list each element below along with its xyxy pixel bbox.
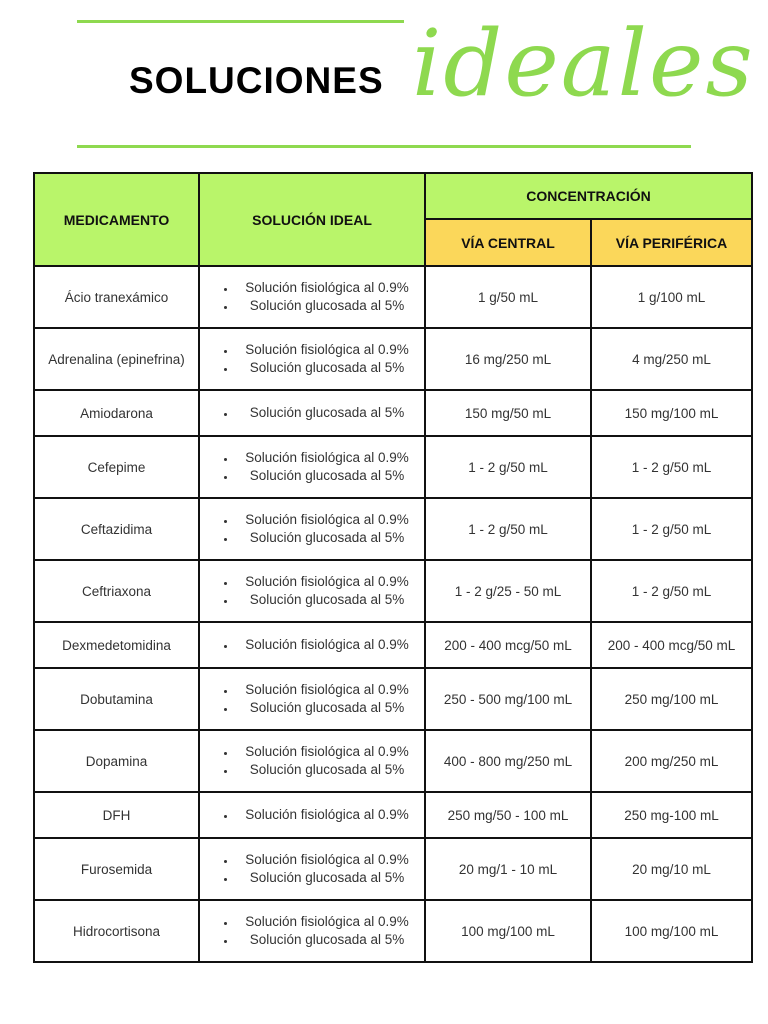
peripheral-concentration-cell: 1 - 2 g/50 mL (591, 498, 752, 560)
central-concentration-cell: 1 - 2 g/25 - 50 mL (425, 560, 591, 622)
solution-cell (199, 730, 425, 792)
solution-cell (199, 668, 425, 730)
central-concentration-cell: 200 - 400 mcg/50 mL (425, 622, 591, 668)
solution-item: • Solución fisiológica al 0.9% (236, 913, 418, 931)
header-bottom-rule (77, 145, 691, 148)
solution-list (222, 573, 418, 609)
solution-cell (199, 498, 425, 560)
solution-item: • Solución glucosada al 5% (236, 359, 418, 377)
solution-cell (199, 900, 425, 962)
solution-cell (199, 328, 425, 390)
solution-item: • Solución fisiológica al 0.9% (236, 279, 418, 297)
solution-list (222, 404, 418, 422)
solution-list (222, 851, 418, 887)
solution-list (222, 511, 418, 547)
central-concentration-cell: 150 mg/50 mL (425, 390, 591, 436)
central-concentration-cell: 16 mg/250 mL (425, 328, 591, 390)
central-concentration-cell: 400 - 800 mg/250 mL (425, 730, 591, 792)
drug-name-cell: Dexmedetomidina (34, 622, 199, 668)
peripheral-concentration-cell: 100 mg/100 mL (591, 900, 752, 962)
table-row (34, 436, 752, 498)
peripheral-concentration-cell: 1 - 2 g/50 mL (591, 560, 752, 622)
peripheral-concentration-cell: 1 - 2 g/50 mL (591, 436, 752, 498)
header-medicamento: MEDICAMENTO (34, 173, 199, 266)
drug-name-cell: Cefepime (34, 436, 199, 498)
table-row (34, 900, 752, 962)
solution-cell (199, 560, 425, 622)
table-row (34, 266, 752, 328)
solution-cell (199, 838, 425, 900)
drug-name-cell: Dopamina (34, 730, 199, 792)
peripheral-concentration-cell: 4 mg/250 mL (591, 328, 752, 390)
peripheral-concentration-cell: 150 mg/100 mL (591, 390, 752, 436)
central-concentration-cell: 1 - 2 g/50 mL (425, 498, 591, 560)
table-row (34, 730, 752, 792)
solution-list (222, 636, 418, 654)
solution-list (222, 279, 418, 315)
solution-item: • Solución fisiológica al 0.9% (236, 511, 418, 529)
central-concentration-cell: 250 - 500 mg/100 mL (425, 668, 591, 730)
central-concentration-cell: 100 mg/100 mL (425, 900, 591, 962)
solution-item: • Solución fisiológica al 0.9% (236, 851, 418, 869)
solution-list (222, 681, 418, 717)
solution-item: • Solución glucosada al 5% (236, 699, 418, 717)
solution-list (222, 806, 418, 824)
solution-list (222, 341, 418, 377)
header-concentracion: CONCENTRACIÓN (425, 173, 752, 219)
peripheral-concentration-cell: 200 mg/250 mL (591, 730, 752, 792)
page-header (0, 0, 768, 165)
table-row (34, 390, 752, 436)
solution-list (222, 449, 418, 485)
table-row (34, 668, 752, 730)
solution-list (222, 743, 418, 779)
drug-name-cell: Furosemida (34, 838, 199, 900)
solution-item: • Solución glucosada al 5% (236, 591, 418, 609)
solution-item: • Solución glucosada al 5% (236, 931, 418, 949)
central-concentration-cell: 1 - 2 g/50 mL (425, 436, 591, 498)
peripheral-concentration-cell: 20 mg/10 mL (591, 838, 752, 900)
drug-name-cell: Ácio tranexámico (34, 266, 199, 328)
solution-item: • Solución glucosada al 5% (236, 297, 418, 315)
solution-item: • Solución fisiológica al 0.9% (236, 341, 418, 359)
solution-item: • Solución fisiológica al 0.9% (236, 449, 418, 467)
central-concentration-cell: 1 g/50 mL (425, 266, 591, 328)
drug-name-cell: Ceftriaxona (34, 560, 199, 622)
peripheral-concentration-cell: 200 - 400 mcg/50 mL (591, 622, 752, 668)
solution-item: • Solución glucosada al 5% (236, 529, 418, 547)
table-row (34, 498, 752, 560)
solution-cell (199, 436, 425, 498)
table-row (34, 838, 752, 900)
header-via-central: VÍA CENTRAL (425, 219, 591, 266)
header-via-periferica: VÍA PERIFÉRICA (591, 219, 752, 266)
drug-name-cell: Ceftazidima (34, 498, 199, 560)
page-title: SOLUCIONES (129, 60, 384, 101)
solution-item: • Solución fisiológica al 0.9% (236, 743, 418, 761)
solution-item: • Solución fisiológica al 0.9% (236, 681, 418, 699)
solution-item: • Solución glucosada al 5% (236, 404, 418, 422)
solution-cell (199, 792, 425, 838)
drug-name-cell: DFH (34, 792, 199, 838)
solutions-table (33, 172, 753, 963)
solution-cell (199, 390, 425, 436)
drug-name-cell: Amiodarona (34, 390, 199, 436)
solution-item: • Solución glucosada al 5% (236, 761, 418, 779)
table-row (34, 792, 752, 838)
solution-item: • Solución fisiológica al 0.9% (236, 806, 418, 824)
table-row (34, 328, 752, 390)
peripheral-concentration-cell: 1 g/100 mL (591, 266, 752, 328)
solution-cell (199, 266, 425, 328)
table-body (34, 266, 752, 962)
drug-name-cell: Hidrocortisona (34, 900, 199, 962)
drug-name-cell: Adrenalina (epinefrina) (34, 328, 199, 390)
table-row (34, 622, 752, 668)
header-solucion-ideal: SOLUCIÓN IDEAL (199, 173, 425, 266)
solution-item: • Solución glucosada al 5% (236, 869, 418, 887)
peripheral-concentration-cell: 250 mg-100 mL (591, 792, 752, 838)
peripheral-concentration-cell: 250 mg/100 mL (591, 668, 752, 730)
solution-cell (199, 622, 425, 668)
central-concentration-cell: 250 mg/50 - 100 mL (425, 792, 591, 838)
solution-item: • Solución glucosada al 5% (236, 467, 418, 485)
central-concentration-cell: 20 mg/1 - 10 mL (425, 838, 591, 900)
solution-list (222, 913, 418, 949)
drug-name-cell: Dobutamina (34, 668, 199, 730)
page-title-script: ideales (404, 18, 763, 110)
table-row (34, 560, 752, 622)
solution-item: • Solución fisiológica al 0.9% (236, 573, 418, 591)
solution-item: • Solución fisiológica al 0.9% (236, 636, 418, 654)
